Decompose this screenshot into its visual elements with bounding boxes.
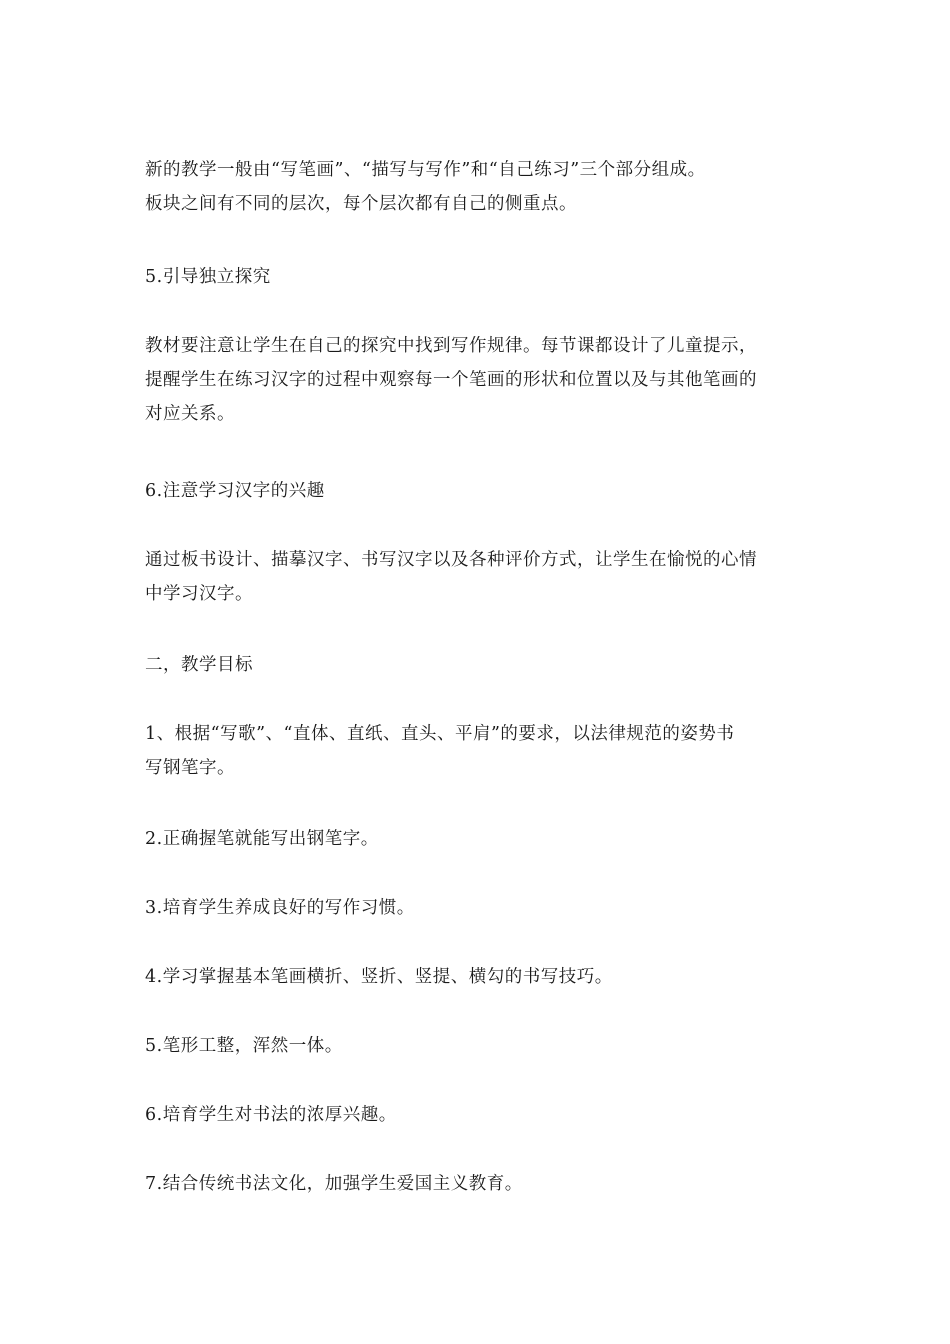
- paragraph-intro: [145, 153, 815, 221]
- section-heading-goals: [145, 648, 815, 682]
- goal-item-1: [145, 717, 815, 785]
- text-line: 1、根据“写歌”、“直体、直纸、直头、平肩”的要求，以法律规范的姿势书: [145, 724, 735, 744]
- text-line: 6.培育学生对书法的浓厚兴趣。: [145, 1105, 397, 1125]
- text-line: 中学习汉字。: [145, 584, 253, 604]
- goal-item-5: [145, 1029, 815, 1063]
- goal-item-3: [145, 891, 815, 925]
- text-line: 3.培育学生养成良好的写作习惯。: [145, 898, 415, 918]
- text-line: 2.正确握笔就能写出钢笔字。: [145, 829, 379, 849]
- text-line: 提醒学生在练习汉字的过程中观察每一个笔画的形状和位置以及与其他笔画的: [145, 370, 757, 390]
- paragraph-interest: [145, 543, 815, 611]
- paragraph-explore: [145, 329, 815, 431]
- text-line: 教材要注意让学生在自己的探究中找到写作规律。每节课都设计了儿童提示，: [145, 336, 757, 356]
- goal-item-4: [145, 960, 815, 994]
- text-line: 4.学习掌握基本笔画横折、竖折、竖提、横勾的书写技巧。: [145, 967, 613, 987]
- goal-item-6: [145, 1098, 815, 1132]
- heading-text: 二，教学目标: [145, 655, 253, 675]
- text-line: 7.结合传统书法文化，加强学生爱国主义教育。: [145, 1174, 523, 1194]
- text-line: 写钢笔字。: [145, 758, 235, 778]
- section-heading-6: [145, 474, 815, 508]
- text-line: 对应关系。: [145, 404, 235, 424]
- goal-item-7: [145, 1167, 815, 1201]
- heading-text: 5.引导独立探究: [145, 267, 271, 287]
- heading-text: 6.注意学习汉字的兴趣: [145, 481, 325, 501]
- text-line: 5.笔形工整，浑然一体。: [145, 1036, 343, 1056]
- text-line: 通过板书设计、描摹汉字、书写汉字以及各种评价方式，让学生在愉悦的心情: [145, 550, 757, 570]
- section-heading-5: [145, 260, 815, 294]
- text-line: 板块之间有不同的层次，每个层次都有自己的侧重点。: [145, 194, 577, 214]
- goal-item-2: [145, 822, 815, 856]
- text-line: 新的教学一般由“写笔画”、“描写与写作”和“自己练习”三个部分组成。: [145, 160, 706, 180]
